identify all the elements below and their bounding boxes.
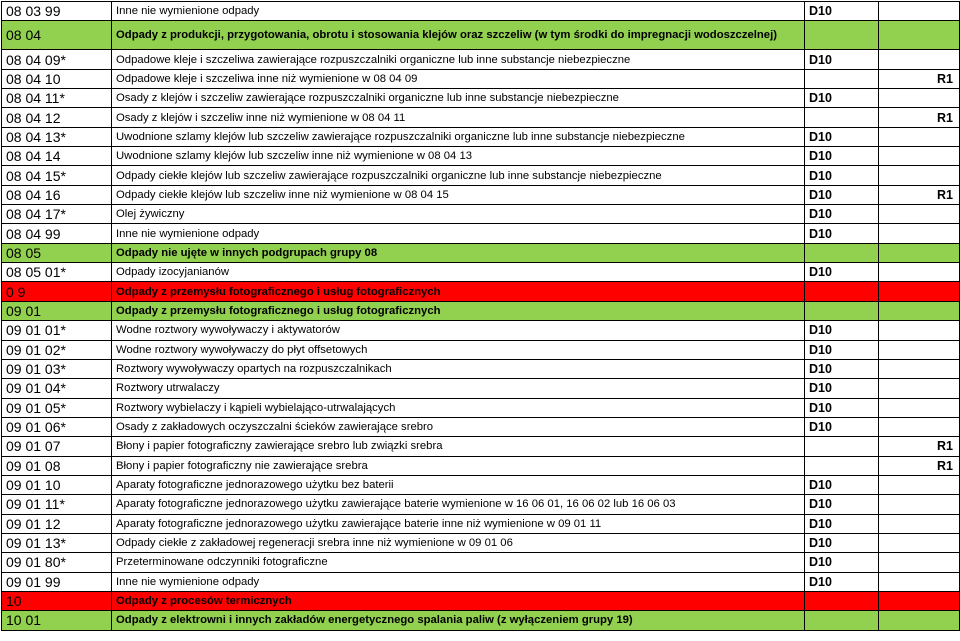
waste-code-cell: 09 01 08 — [2, 456, 112, 475]
recovery-code-cell — [879, 611, 960, 630]
disposal-code-cell: D10 — [805, 321, 879, 340]
description-cell: Odpady z procesów termicznych — [112, 591, 805, 610]
description-cell: Aparaty fotograficzne jednorazowego użytku zawierające baterie inne niż wymienione w 09 01 11 — [112, 514, 805, 533]
table-body — [2, 2, 960, 631]
description-cell: Odpady ciekłe klejów lub szczeliw zawierające rozpuszczalniki organiczne lub inne substancje niebezpieczne — [112, 166, 805, 185]
waste-code-cell: 08 03 99 — [2, 2, 112, 21]
table-row — [2, 127, 960, 146]
table-row — [2, 340, 960, 359]
waste-code-cell: 08 04 11* — [2, 89, 112, 108]
description-cell: Osady z klejów i szczeliw inne niż wymienione w 08 04 11 — [112, 108, 805, 127]
disposal-code-cell: D10 — [805, 224, 879, 243]
waste-code-cell: 09 01 13* — [2, 533, 112, 552]
waste-code-cell: 09 01 99 — [2, 572, 112, 591]
recovery-code-cell — [879, 572, 960, 591]
recovery-code-cell — [879, 340, 960, 359]
recovery-code-cell — [879, 282, 960, 301]
recovery-code-cell — [879, 166, 960, 185]
description-cell: Inne nie wymienione odpady — [112, 572, 805, 591]
description-cell: Błony i papier fotograficzny zawierające srebro lub związki srebra — [112, 437, 805, 456]
table-row — [2, 398, 960, 417]
table-row — [2, 456, 960, 475]
disposal-code-cell: D10 — [805, 2, 879, 21]
recovery-code-cell: R1 — [879, 108, 960, 127]
description-cell: Osady z klejów i szczeliw zawierające rozpuszczalniki organiczne lub inne substancje niebezpieczne — [112, 89, 805, 108]
table-row — [2, 437, 960, 456]
waste-code-cell: 0 9 — [2, 282, 112, 301]
table-row — [2, 21, 960, 50]
table-row — [2, 591, 960, 610]
table-row — [2, 572, 960, 591]
disposal-code-cell: D10 — [805, 553, 879, 572]
disposal-code-cell: D10 — [805, 359, 879, 378]
table-row — [2, 611, 960, 630]
recovery-code-cell — [879, 243, 960, 262]
description-cell: Aparaty fotograficzne jednorazowego użytku bez baterii — [112, 475, 805, 494]
recovery-code-cell — [879, 205, 960, 224]
table-row — [2, 417, 960, 436]
description-cell: Przeterminowane odczynniki fotograficzne — [112, 553, 805, 572]
description-cell: Roztwory wybielaczy i kąpieli wybielająco-utrwalających — [112, 398, 805, 417]
description-cell: Odpady ciekłe z zakładowej regeneracji srebra inne niż wymienione w 09 01 06 — [112, 533, 805, 552]
disposal-code-cell — [805, 301, 879, 320]
recovery-code-cell — [879, 301, 960, 320]
disposal-code-cell: D10 — [805, 340, 879, 359]
waste-code-cell: 08 04 10 — [2, 69, 112, 88]
recovery-code-cell: R1 — [879, 185, 960, 204]
description-cell: Odpady z produkcji, przygotowania, obrotu i stosowania klejów oraz szczeliw (w tym środki do impregnacji wodoszczelnej) — [112, 21, 805, 50]
disposal-code-cell: D10 — [805, 89, 879, 108]
description-cell: Odpadowe kleje i szczeliwa zawierające rozpuszczalniki organiczne lub inne substancje niebezpieczne — [112, 50, 805, 69]
disposal-code-cell — [805, 21, 879, 50]
disposal-code-cell: D10 — [805, 417, 879, 436]
recovery-code-cell — [879, 495, 960, 514]
description-cell: Błony i papier fotograficzny nie zawierające srebra — [112, 456, 805, 475]
description-cell: Wodne roztwory wywoływaczy i aktywatorów — [112, 321, 805, 340]
description-cell: Odpady nie ujęte w innych podgrupach grupy 08 — [112, 243, 805, 262]
waste-code-cell: 09 01 07 — [2, 437, 112, 456]
waste-code-cell: 09 01 03* — [2, 359, 112, 378]
description-cell: Odpady z przemysłu fotograficznego i usług fotograficznych — [112, 282, 805, 301]
recovery-code-cell — [879, 224, 960, 243]
waste-code-cell: 09 01 02* — [2, 340, 112, 359]
description-cell: Inne nie wymienione odpady — [112, 224, 805, 243]
description-cell: Olej żywiczny — [112, 205, 805, 224]
disposal-code-cell — [805, 243, 879, 262]
waste-code-cell: 09 01 11* — [2, 495, 112, 514]
disposal-code-cell: D10 — [805, 127, 879, 146]
waste-codes-table — [1, 1, 960, 631]
description-cell: Roztwory utrwalaczy — [112, 379, 805, 398]
disposal-code-cell: D10 — [805, 495, 879, 514]
table-row — [2, 475, 960, 494]
recovery-code-cell — [879, 533, 960, 552]
waste-code-cell: 09 01 — [2, 301, 112, 320]
description-cell: Odpady z elektrowni i innych zakładów energetycznego spalania paliw (z wyłączeniem grupy 19) — [112, 611, 805, 630]
table-row — [2, 147, 960, 166]
recovery-code-cell — [879, 127, 960, 146]
recovery-code-cell — [879, 514, 960, 533]
disposal-code-cell — [805, 591, 879, 610]
recovery-code-cell — [879, 553, 960, 572]
disposal-code-cell: D10 — [805, 379, 879, 398]
waste-code-cell: 08 04 16 — [2, 185, 112, 204]
waste-code-cell: 08 04 15* — [2, 166, 112, 185]
waste-code-cell: 09 01 05* — [2, 398, 112, 417]
waste-code-cell: 09 01 01* — [2, 321, 112, 340]
disposal-code-cell: D10 — [805, 263, 879, 282]
waste-code-cell: 09 01 10 — [2, 475, 112, 494]
disposal-code-cell: D10 — [805, 514, 879, 533]
waste-code-cell: 08 04 14 — [2, 147, 112, 166]
description-cell: Odpadowe kleje i szczeliwa inne niż wymienione w 08 04 09 — [112, 69, 805, 88]
disposal-code-cell: D10 — [805, 475, 879, 494]
waste-code-cell: 08 04 — [2, 21, 112, 50]
disposal-code-cell — [805, 437, 879, 456]
disposal-code-cell — [805, 611, 879, 630]
description-cell: Uwodnione szlamy klejów lub szczeliw zawierające rozpuszczalniki organiczne lub inne substancje niebezpieczne — [112, 127, 805, 146]
waste-code-cell: 08 04 13* — [2, 127, 112, 146]
waste-code-cell: 10 01 — [2, 611, 112, 630]
waste-code-cell: 08 05 — [2, 243, 112, 262]
table-row — [2, 50, 960, 69]
table-row — [2, 301, 960, 320]
waste-code-cell: 09 01 06* — [2, 417, 112, 436]
disposal-code-cell: D10 — [805, 533, 879, 552]
recovery-code-cell: R1 — [879, 437, 960, 456]
recovery-code-cell — [879, 50, 960, 69]
waste-code-cell: 09 01 80* — [2, 553, 112, 572]
recovery-code-cell — [879, 398, 960, 417]
table-row — [2, 321, 960, 340]
description-cell: Osady z zakładowych oczyszczalni ścieków zawierające srebro — [112, 417, 805, 436]
recovery-code-cell — [879, 263, 960, 282]
disposal-code-cell — [805, 282, 879, 301]
recovery-code-cell — [879, 147, 960, 166]
table-row — [2, 166, 960, 185]
disposal-code-cell — [805, 69, 879, 88]
disposal-code-cell: D10 — [805, 572, 879, 591]
disposal-code-cell: D10 — [805, 398, 879, 417]
table-row — [2, 514, 960, 533]
table-row — [2, 282, 960, 301]
recovery-code-cell — [879, 321, 960, 340]
description-cell: Roztwory wywoływaczy opartych na rozpuszczalnikach — [112, 359, 805, 378]
recovery-code-cell: R1 — [879, 69, 960, 88]
table-row — [2, 108, 960, 127]
waste-code-cell: 08 04 09* — [2, 50, 112, 69]
table-row — [2, 2, 960, 21]
waste-code-cell: 09 01 04* — [2, 379, 112, 398]
table-row — [2, 69, 960, 88]
description-cell: Inne nie wymienione odpady — [112, 2, 805, 21]
table-row — [2, 359, 960, 378]
disposal-code-cell — [805, 456, 879, 475]
waste-code-cell: 10 — [2, 591, 112, 610]
recovery-code-cell — [879, 591, 960, 610]
recovery-code-cell — [879, 417, 960, 436]
waste-code-cell: 08 05 01* — [2, 263, 112, 282]
recovery-code-cell: R1 — [879, 456, 960, 475]
recovery-code-cell — [879, 475, 960, 494]
description-cell: Odpady z przemysłu fotograficznego i usług fotograficznych — [112, 301, 805, 320]
disposal-code-cell: D10 — [805, 50, 879, 69]
recovery-code-cell — [879, 379, 960, 398]
table-row — [2, 495, 960, 514]
disposal-code-cell: D10 — [805, 185, 879, 204]
recovery-code-cell — [879, 359, 960, 378]
table-row — [2, 224, 960, 243]
table-row — [2, 185, 960, 204]
table-row — [2, 243, 960, 262]
waste-code-cell: 08 04 12 — [2, 108, 112, 127]
description-cell: Wodne roztwory wywoływaczy do płyt offsetowych — [112, 340, 805, 359]
waste-code-cell: 08 04 99 — [2, 224, 112, 243]
recovery-code-cell — [879, 2, 960, 21]
recovery-code-cell — [879, 21, 960, 50]
waste-code-cell: 09 01 12 — [2, 514, 112, 533]
recovery-code-cell — [879, 89, 960, 108]
disposal-code-cell — [805, 108, 879, 127]
description-cell: Odpady ciekłe klejów lub szczeliw inne niż wymienione w 08 04 15 — [112, 185, 805, 204]
table-row — [2, 89, 960, 108]
table-row — [2, 379, 960, 398]
table-row — [2, 533, 960, 552]
table-row — [2, 553, 960, 572]
description-cell: Odpady izocyjanianów — [112, 263, 805, 282]
table-row — [2, 205, 960, 224]
disposal-code-cell: D10 — [805, 205, 879, 224]
disposal-code-cell: D10 — [805, 147, 879, 166]
disposal-code-cell: D10 — [805, 166, 879, 185]
description-cell: Uwodnione szlamy klejów lub szczeliw inne niż wymienione w 08 04 13 — [112, 147, 805, 166]
table-row — [2, 263, 960, 282]
waste-code-cell: 08 04 17* — [2, 205, 112, 224]
description-cell: Aparaty fotograficzne jednorazowego użytku zawierające baterie wymienione w 16 06 01, 16 06 02 lub 16 06 03 — [112, 495, 805, 514]
